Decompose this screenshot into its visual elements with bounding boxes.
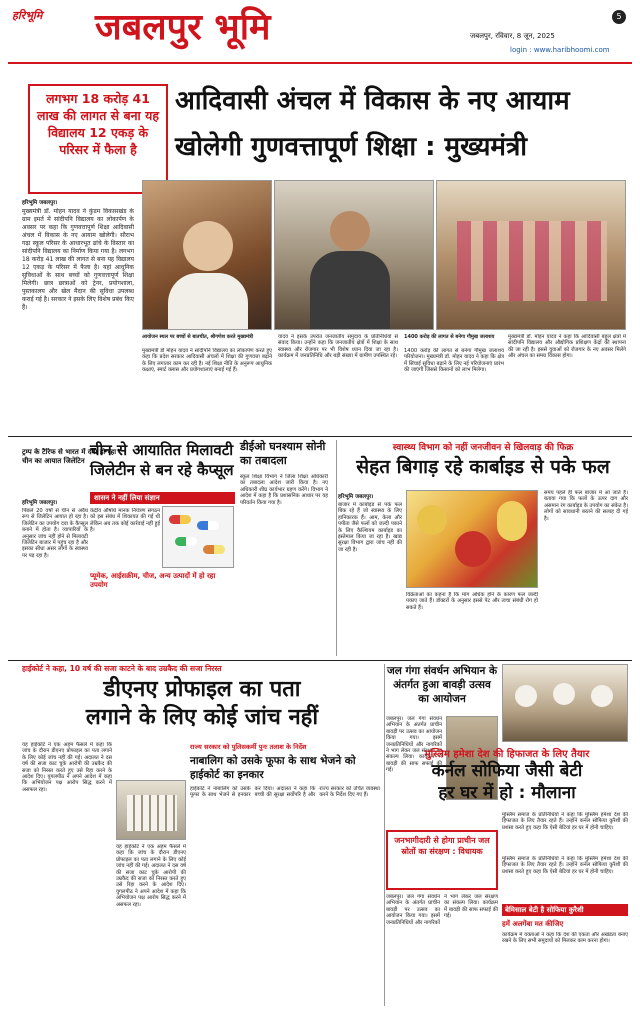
health-headline: सेहत बिगाड़ रहे कार्बाइड से पके फल xyxy=(356,456,610,478)
lead-headline-2: खोलेगी गुणवत्तापूर्ण शिक्षा : मुख्यमंत्री xyxy=(175,132,528,162)
edition-title: जबलपुर भूमि xyxy=(95,7,271,48)
lead-photo-1 xyxy=(142,180,272,330)
water-pull-text: जनभागीदारी से होगा प्राचीन जल स्रोतों का संरक्षण : विधायक xyxy=(394,836,490,856)
health-kicker: स्वास्थ्य विभाग को नहीं जनजीवन से खिलवाड़ की फिक्र xyxy=(392,443,574,453)
lead-col5: मुख्यमंत्री डॉ. मोहन यादव ने कहा कि आदिवासी बहुल क्षेत्रों में सांदीपनि विद्यालय और औद्योगिक प्रशिक्षण केंद्रों की स्थापना की जा रही है। इससे युवाओं को रोजगार के नए अवसर मिलेंगे और अंचल का समग्र विकास होगा। xyxy=(508,334,626,360)
court-sub-headline: नाबालिग को उसके फूफा के साथ भेजने को हाईकोर्ट का इनकार xyxy=(190,755,356,781)
capsule-photo xyxy=(162,506,234,568)
lead-kicker-box xyxy=(28,84,168,194)
brief-mid-headline: डीईओ घनश्याम सोनी का तबादला xyxy=(240,440,326,467)
page-number: 5 xyxy=(616,12,622,21)
fruit-photo xyxy=(406,490,538,588)
court-kicker: हाईकोर्ट ने कहा, 10 वर्ष की सजा काटने के बाद उम्रकैद की सजा निरस्त xyxy=(22,664,222,673)
court-sub-body: हाईकोर्ट ने नाबालिग को उसके फूफा के साथ भेजने से इनकार कर दिया। अदालत ने कहा कि बच्ची की सुरक्षा सर्वोपरि है और राज्य सरकार को उचित व्यवस्था करने के निर्देश दिए गए हैं। xyxy=(190,786,380,799)
court-headline-2: लगाने के लिए कोई जांच नहीं xyxy=(85,705,319,730)
muslim-kicker: मुस्लिम हमेशा देश की हिफाजत के लिए तैयार xyxy=(424,749,590,760)
lead-kicker: लगभग 18 करोड़ 41 लाख की लागत से बना यह विद्यालय 12 एकड़ के परिसर में फैला है xyxy=(36,91,160,157)
health-byline: हरिभूमि जबलपुर। xyxy=(338,494,374,500)
photo-people-icon xyxy=(183,221,233,271)
muslim-sub1: बेमिसाल बेटी है सोफिया कुरैशी xyxy=(502,904,628,916)
brief-left-box-text: केंद्रीय औषधि मानक नियंत्रण संगठन को इस संबंध में शिकायत की गई थी लेकिन अब तक कोई कार्रवाई नहीं हुई है। xyxy=(90,508,160,534)
lead-byline: हरिभूमि जबलपुर। xyxy=(22,200,58,206)
muslim-body: मुस्लिम समाज के प्रतिनिधियों ने कहा कि मुस्लिम हमेशा देश की हिफाजत के लिए तैयार रहते हैं। उन्होंने कर्नल सोफिया कुरैशी की प्रशंसा करते हुए कहा कि ऐसी बेटियां हर घर में होनी चाहिए। xyxy=(502,812,628,831)
lead-col4: 1400 करोड़ की लागत से बनेगा गौमुख जलाशय परियोजना। मुख्यमंत्री डॉ. मोहन यादव ने कहा कि क्षेत्र में सिंचाई सुविधा बढ़ाने के लिए नई परियोजनाएं प्रारंभ की जाएंगी जिससे किसानों को लाभ मिलेगा। xyxy=(404,348,504,374)
lead-col3: यादव ने इसके उपरांत जनजातीय समुदाय के प्रतिनिधियों से संवाद किया। उन्होंने कहा कि जनजातीय क्षेत्रों में शिक्षा के साथ स्वास्थ्य और रोजगार पर भी विशेष ध्यान दिया जा रहा है। कार्यक्रम में जनप्रतिनिधि और बड़ी संख्या में ग्रामीण उपस्थित रहे। xyxy=(278,334,398,360)
lead-col1: मुख्यमंत्री डॉ. मोहन यादव ने कुंडम विकासखंड के ग्राम इमर्त में सांदीपनि विद्यालय का लोकार्पण के अवसर पर कहा कि गुणवत्तापूर्ण शिक्षा आदिवासी अंचल में विकास के नए आयाम खोलेगी। सौराभ गढ़ा स्कूल परिसर के आधारभूत ढांचे के विस्तार का सांदीपनि विद्यालय का निर्माण किया गया है। लगभग 18 करोड़ 41 लाख की लागत से बना यह विद्यालय 12 एकड़ के परिसर में फैला है। यहां आधुनिक सुविधाओं के साथ बच्चों को गुणवत्तापूर्ण शिक्षा मिलेगी। छात्र छात्राओं को ट्रेनर, प्रयोगशाला, पुस्तकालय और खेल मैदान की सुविधा उपलब्ध कराई गई है। सरकार ने इसके लिए विशेष प्रबंध किए हैं। xyxy=(22,208,134,311)
brief-left-body: पिछले 20 वर्षों से चीन से अवैध रूप से जिलेटिन आयात हो रहा है। जिलेटिन का उपयोग दवा के कैप्सूल बनाने में होता है। व्यापारियों के अनुसार जांच नहीं होने से मिलावटी जिलेटिन बाजार में पहुंच रहा है और इसका सीधा असर लोगों के स्वास्थ्य पर पड़ रहा है। xyxy=(22,508,88,559)
health-col2: विक्रेताओं का कहना है कि मांग अधिक होने के कारण फल जल्दी पकाए जाते हैं। डॉक्टरों के अनुसार इससे पेट और त्वचा संबंधी रोग हो सकते हैं। xyxy=(406,592,538,611)
masthead-url: login : www.haribhoomi.com xyxy=(510,46,610,54)
lead-col2: मुख्यमंत्री डॉ मोहन यादव ने सांदीपनि विद्यालय का लोकार्पण करते हुए कहा कि प्रदेश सरकार आदिवासी अंचलों में शिक्षा की गुणवत्ता बढ़ाने के लिए लगातार काम कर रही है। नई शिक्षा नीति के अनुरूप आधुनिक कक्षाएं, स्मार्ट क्लास और प्रयोगशालाएं बनाई गई हैं। xyxy=(142,348,272,374)
muslim-sub2: हमें अलगेंबा मत कीजिए xyxy=(502,920,564,928)
health-col3: समय पहले ही फल बाजार में आ जाते हैं। बताया गया कि फलों के ऊपर दाग और असमान रंग कार्बाइड के उपयोग का संकेत है। लोगों को सावधानी बरतने की सलाह दी गई है। xyxy=(544,490,628,522)
page-number-badge xyxy=(612,10,626,24)
court-headline-1: डीएनए प्रोफाइल का पता xyxy=(103,677,301,702)
muslim-sub2-body: कार्यक्रम में वक्ताओं ने कहा कि देश की एकता और अखंडता बनाए रखने के लिए सभी समुदायों को मिलकर काम करना होगा। xyxy=(502,932,628,945)
brief-left-box-title: शासन ने नहीं लिया संज्ञान xyxy=(90,492,235,504)
muslim-headline-1: कर्नल सोफिया जैसी बेटी xyxy=(431,761,583,781)
brief-mid-body: स्कूल शिक्षा विभाग ने जिला शिक्षा अधिकारी का तबादला आदेश जारी किया है। नए अधिकारी शीघ्र कार्यभार ग्रहण करेंगे। विभाग ने आदेश में कहा है कि प्रशासनिक आधार पर यह परिवर्तन किया गया है। xyxy=(240,474,328,506)
water-pull-quote xyxy=(386,830,498,890)
brief-left-kicker: ट्रम्प के टैरिफ से भारत में दवा हो रहा चीन का आयात जिलेटिन xyxy=(22,448,117,465)
lead-headline-1: आदिवासी अंचल में विकास के नए आयाम xyxy=(175,86,570,116)
brand-logo: हरिभूमि xyxy=(12,9,43,22)
lead-photo-2 xyxy=(274,180,434,330)
brief-left-sub: प्यूमेक, आईसक्रीम, चीज, अन्य उत्पादों में हो रहा उपयोग xyxy=(90,572,216,589)
lead-photo-3 xyxy=(436,180,626,330)
lead-photo-caption-2: 1400 करोड़ की लागत से बनेगा गौमुख जलाशय xyxy=(404,334,495,340)
brief-left-byline: हरिभूमि जबलपुर। xyxy=(22,500,58,506)
masthead xyxy=(0,0,640,62)
water-body: जबलपुर। जल गंगा संवर्धन अभियान के अंतर्गत प्राचीन बावड़ी पर उत्सव का आयोजन किया गया। इसमें जनप्रतिनिधियों और नागरिकों ने भाग लेकर जल संरक्षण का संकल्प लिया। कार्यक्रम में बावड़ी की साफ सफाई की गई। xyxy=(386,716,442,774)
muslim-body-2: मुस्लिम समाज के प्रतिनिधियों ने कहा कि मुस्लिम हमेशा देश की हिफाजत के लिए तैयार रहते हैं। उन्होंने कर्नल सोफिया कुरैशी की प्रशंसा करते हुए कहा कि ऐसी बेटियां हर घर में होनी चाहिए। xyxy=(502,856,628,875)
court-sub-kicker: राज्य सरकार को पुलिसकर्मी पुनः तलाश के निर्देश xyxy=(190,743,307,751)
court-photo xyxy=(116,780,186,840)
water-headline: जल गंगा संवर्धन अभियान के अंतर्गत हुआ बावड़ी उत्सव का आयोजन xyxy=(386,665,498,705)
water-body-2: जबलपुर। जल गंगा संवर्धन अभियान के अंतर्गत प्राचीन बावड़ी पर उत्सव का आयोजन किया गया। इसमें जनप्रतिनिधियों और नागरिकों ने भाग लेकर जल संरक्षण का संकल्प लिया। कार्यक्रम में बावड़ी की साफ सफाई की गई। xyxy=(386,894,498,926)
muslim-headline-2: हर घर में हो : मौलाना xyxy=(438,783,576,803)
health-col1: बाजार में कार्बाइड से पके फल बिक रहे हैं जो स्वास्थ्य के लिए हानिकारक हैं। आम, केला और पपीता जैसे फलों को जल्दी पकाने के लिए कैल्शियम कार्बाइड का इस्तेमाल किया जा रहा है। खाद्य सुरक्षा विभाग द्वारा जांच नहीं की जा रही है। xyxy=(338,502,402,553)
court-body: यह हाईकोर्ट ने एक अहम फैसले में कहा कि जांच के दौरान डीएनए प्रोफाइल का पता लगाने के लिए कोई जांच नहीं की गई। अदालत ने दस वर्ष की सजा काट चुके आरोपी की उम्रकैद की सजा को निरस्त करते हुए उसे रिहा करने के आदेश दिए। युगलपीठ ने अपने आदेश में कहा कि अभियोजन पक्ष आरोप सिद्ध करने में असफल रहा। xyxy=(22,742,112,793)
muslim-photo xyxy=(502,664,628,742)
masthead-date: जबलपुर, रविवार, 8 जून, 2025 xyxy=(470,32,555,40)
court-body-2: यह हाईकोर्ट ने एक अहम फैसले में कहा कि जांच के दौरान डीएनए प्रोफाइल का पता लगाने के लिए कोई जांच नहीं की गई। अदालत ने दस वर्ष की सजा काट चुके आरोपी की उम्रकैद की सजा को निरस्त करते हुए उसे रिहा करने के आदेश दिए। युगलपीठ ने अपने आदेश में कहा कि अभियोजन पक्ष आरोप सिद्ध करने में असफल रहा। xyxy=(116,844,186,908)
lead-photo-caption: आयोजन स्थल पर बच्चों से बातचीत, श्रीगणेश करते मुख्यमंत्री xyxy=(142,334,254,340)
brief-left-headline: चीन से आयातित मिलावटी जिलेटीन से बन रहे कैप्सूल xyxy=(90,441,234,479)
